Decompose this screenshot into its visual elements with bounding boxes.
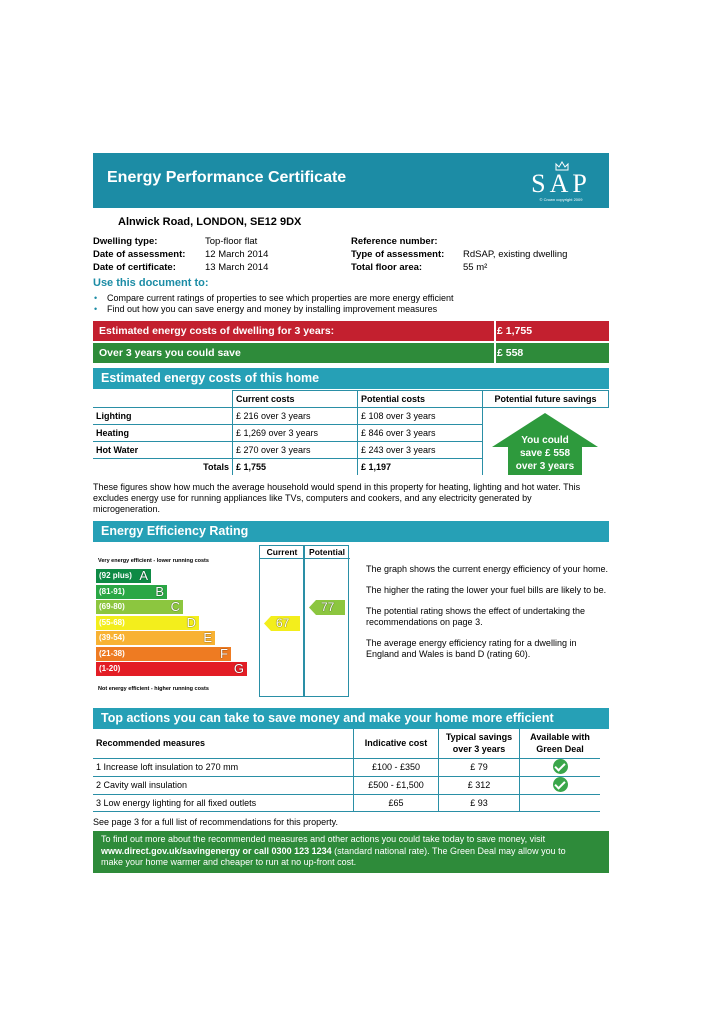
- rating-band-g: [96, 662, 247, 676]
- savings-arrow-line: save £ 558: [519, 448, 571, 459]
- table-header-row: [93, 729, 600, 758]
- date-assessment-value: 12 March 2014: [205, 249, 269, 260]
- band-letter: E: [203, 630, 212, 645]
- sap-copyright: © Crown copyright 2009: [539, 197, 583, 202]
- saving-cell: £ 312: [439, 776, 520, 794]
- bullet-item: • Compare current ratings of properties to see which properties are more energy efficient: [93, 293, 454, 304]
- footer-link[interactable]: www.direct.gov.uk/savingenergy or call 0300 123 1234: [101, 845, 332, 856]
- band-letter: B: [155, 583, 164, 599]
- table-header-cell: Potential costs: [358, 391, 483, 408]
- efficiency-rating-chart: [93, 545, 353, 700]
- estimated-cost-value: £ 1,755: [497, 325, 533, 337]
- table-header-cell: Typical savings over 3 years: [439, 729, 520, 758]
- potential-saving-bar: [93, 343, 609, 363]
- actions-section-title: Top actions you can take to save money and make your home more efficient: [101, 711, 554, 725]
- current-cost-cell: £ 216 over 3 years: [233, 408, 358, 425]
- rating-text: The higher the rating the lower your fuel bills are likely to be.: [366, 585, 607, 595]
- reference-label: Reference number:: [351, 236, 438, 247]
- rating-band-c: [96, 600, 183, 614]
- potential-cost-cell: £ 108 over 3 years: [358, 408, 483, 425]
- band-range: (69-80): [99, 602, 125, 611]
- footer-line: To find out more about the recommended measures and other actions you could take today to save money, visit: [101, 834, 546, 844]
- band-letter: C: [170, 599, 180, 614]
- potential-header: Potential: [309, 547, 345, 557]
- dwelling-details-right: [351, 235, 567, 274]
- rating-text: The average energy efficiency rating for a dwelling in England and Wales is band D (rating 60).: [366, 638, 577, 659]
- potential-total: £ 1,197: [358, 459, 483, 476]
- rating-text: The potential rating shows the effect of undertaking the recommendations on page 3.: [366, 606, 585, 627]
- potential-saving-label: Over 3 years you could save: [99, 347, 241, 359]
- measure-cell: 2 Cavity wall insulation: [93, 776, 354, 794]
- current-cost-cell: £ 1,269 over 3 years: [233, 425, 358, 442]
- table-row: [93, 758, 600, 776]
- sap-logo: [525, 159, 597, 203]
- dwelling-type-label: Dwelling type:: [93, 236, 158, 247]
- table-header-cell: Current costs: [233, 391, 358, 408]
- band-letter: A: [139, 568, 148, 583]
- green-deal-cell: [520, 794, 601, 811]
- band-range: (81-91): [99, 586, 125, 596]
- rating-band-a: [96, 569, 151, 583]
- floor-area-value: 55 m²: [463, 262, 488, 273]
- saving-cell: £ 79: [439, 758, 520, 776]
- cost-cell: £500 - £1,500: [354, 776, 439, 794]
- current-cost-cell: £ 270 over 3 years: [233, 442, 358, 459]
- potential-column: [304, 545, 349, 697]
- date-certificate-label: Date of certificate:: [93, 262, 176, 273]
- certificate-header: [93, 153, 609, 208]
- property-address: Alnwick Road, LONDON, SE12 9DX: [118, 216, 302, 228]
- rating-explanation: [366, 564, 611, 660]
- current-header: Current: [266, 547, 298, 557]
- cost-cell: £100 - £350: [354, 758, 439, 776]
- potential-cost-cell: £ 243 over 3 years: [358, 442, 483, 459]
- bullet-item: • Find out how you can save energy and money by installing improvement measures: [93, 304, 454, 315]
- band-range: (1-20): [99, 664, 121, 673]
- measure-cell: 3 Low energy lighting for all fixed outlets: [93, 794, 354, 811]
- certificate-title: Energy Performance Certificate: [107, 169, 347, 186]
- savings-arrow-line: You could: [521, 435, 569, 446]
- table-header-cell: Indicative cost: [354, 729, 439, 758]
- see-page-note: See page 3 for a full list of recommendations for this property.: [93, 817, 338, 827]
- rating-text: The graph shows the current energy efficiency of your home.: [366, 564, 608, 574]
- row-label: Lighting: [93, 408, 233, 425]
- potential-cost-cell: £ 846 over 3 years: [358, 425, 483, 442]
- costs-section-title: Estimated energy costs of this home: [101, 371, 320, 385]
- assessment-type-value: RdSAP, existing dwelling: [463, 249, 568, 260]
- footer-line: make your home warmer and cheaper to run at no up-front cost.: [101, 857, 357, 867]
- row-label: Hot Water: [93, 442, 233, 459]
- band-letter: D: [186, 614, 196, 630]
- footer-text: [101, 834, 601, 869]
- band-range: (39-54): [99, 633, 125, 642]
- cost-cell: £65: [354, 794, 439, 811]
- rating-band-b: [96, 585, 167, 599]
- band-range: (55-68): [99, 617, 125, 627]
- floor-area-label: Total floor area:: [351, 262, 423, 273]
- green-deal-cell: [520, 758, 601, 776]
- rating-section-title: Energy Efficiency Rating: [101, 524, 249, 538]
- potential-saving-value: £ 558: [497, 347, 524, 359]
- rating-section-header: [93, 521, 609, 542]
- assessment-type-label: Type of assessment:: [351, 249, 445, 260]
- band-letter: G: [233, 661, 244, 676]
- costs-note: These figures show how much the average household would spend in this property for heating, lighting and hot water. This excludes energy use for running appliances like TVs, computers and cookers, and any electricity generated by microgeneration.: [93, 482, 581, 514]
- green-deal-cell: [520, 776, 601, 794]
- savings-arrow-text: [490, 434, 600, 473]
- saving-cell: £ 93: [439, 794, 520, 811]
- sap-logo-letters: SAP: [531, 169, 591, 198]
- current-total: £ 1,755: [233, 459, 358, 476]
- table-header-row: [93, 391, 609, 408]
- measure-cell: 1 Increase loft insulation to 270 mm: [93, 758, 354, 776]
- costs-section-header: [93, 368, 609, 389]
- footer-line: (standard national rate). The Green Deal may allow you to: [331, 845, 566, 856]
- estimated-cost-label: Estimated energy costs of dwelling for 3 years:: [99, 325, 335, 337]
- savings-arrow-line: over 3 years: [515, 461, 575, 472]
- potential-rating-value: 77: [321, 600, 335, 614]
- actions-section-header: [93, 708, 609, 729]
- table-header-cell: [93, 391, 233, 408]
- band-range: (92 plus): [99, 571, 132, 580]
- dwelling-type-value: Top-floor flat: [205, 236, 258, 247]
- table-row: [93, 776, 600, 794]
- rating-band-d: [96, 616, 199, 630]
- bottom-rating-label: Not energy efficient - higher running costs: [98, 686, 209, 692]
- current-rating-value: 67: [276, 615, 290, 630]
- check-icon: [553, 777, 568, 792]
- use-document-title: Use this document to:: [93, 277, 209, 289]
- date-certificate-value: 13 March 2014: [205, 262, 269, 273]
- rating-band-f: [96, 647, 231, 661]
- check-icon: [553, 759, 568, 774]
- top-rating-label: Very energy efficient - lower running costs: [98, 558, 209, 564]
- rating-band-e: [96, 631, 215, 645]
- table-row: [93, 794, 600, 811]
- dwelling-details-left: [93, 235, 268, 274]
- date-assessment-label: Date of assessment:: [93, 249, 186, 260]
- table-header-cell: Potential future savings: [483, 391, 609, 408]
- totals-label: Totals: [93, 459, 233, 476]
- actions-table: [93, 729, 600, 812]
- usage-bullets: [93, 293, 454, 315]
- table-header-cell: Available with Green Deal: [520, 729, 601, 758]
- band-letter: F: [220, 645, 228, 661]
- footer-banner: [93, 831, 609, 873]
- table-header-cell: Recommended measures: [93, 729, 354, 758]
- row-label: Heating: [93, 425, 233, 442]
- estimated-cost-bar: [93, 321, 609, 341]
- band-range: (21-38): [99, 648, 125, 658]
